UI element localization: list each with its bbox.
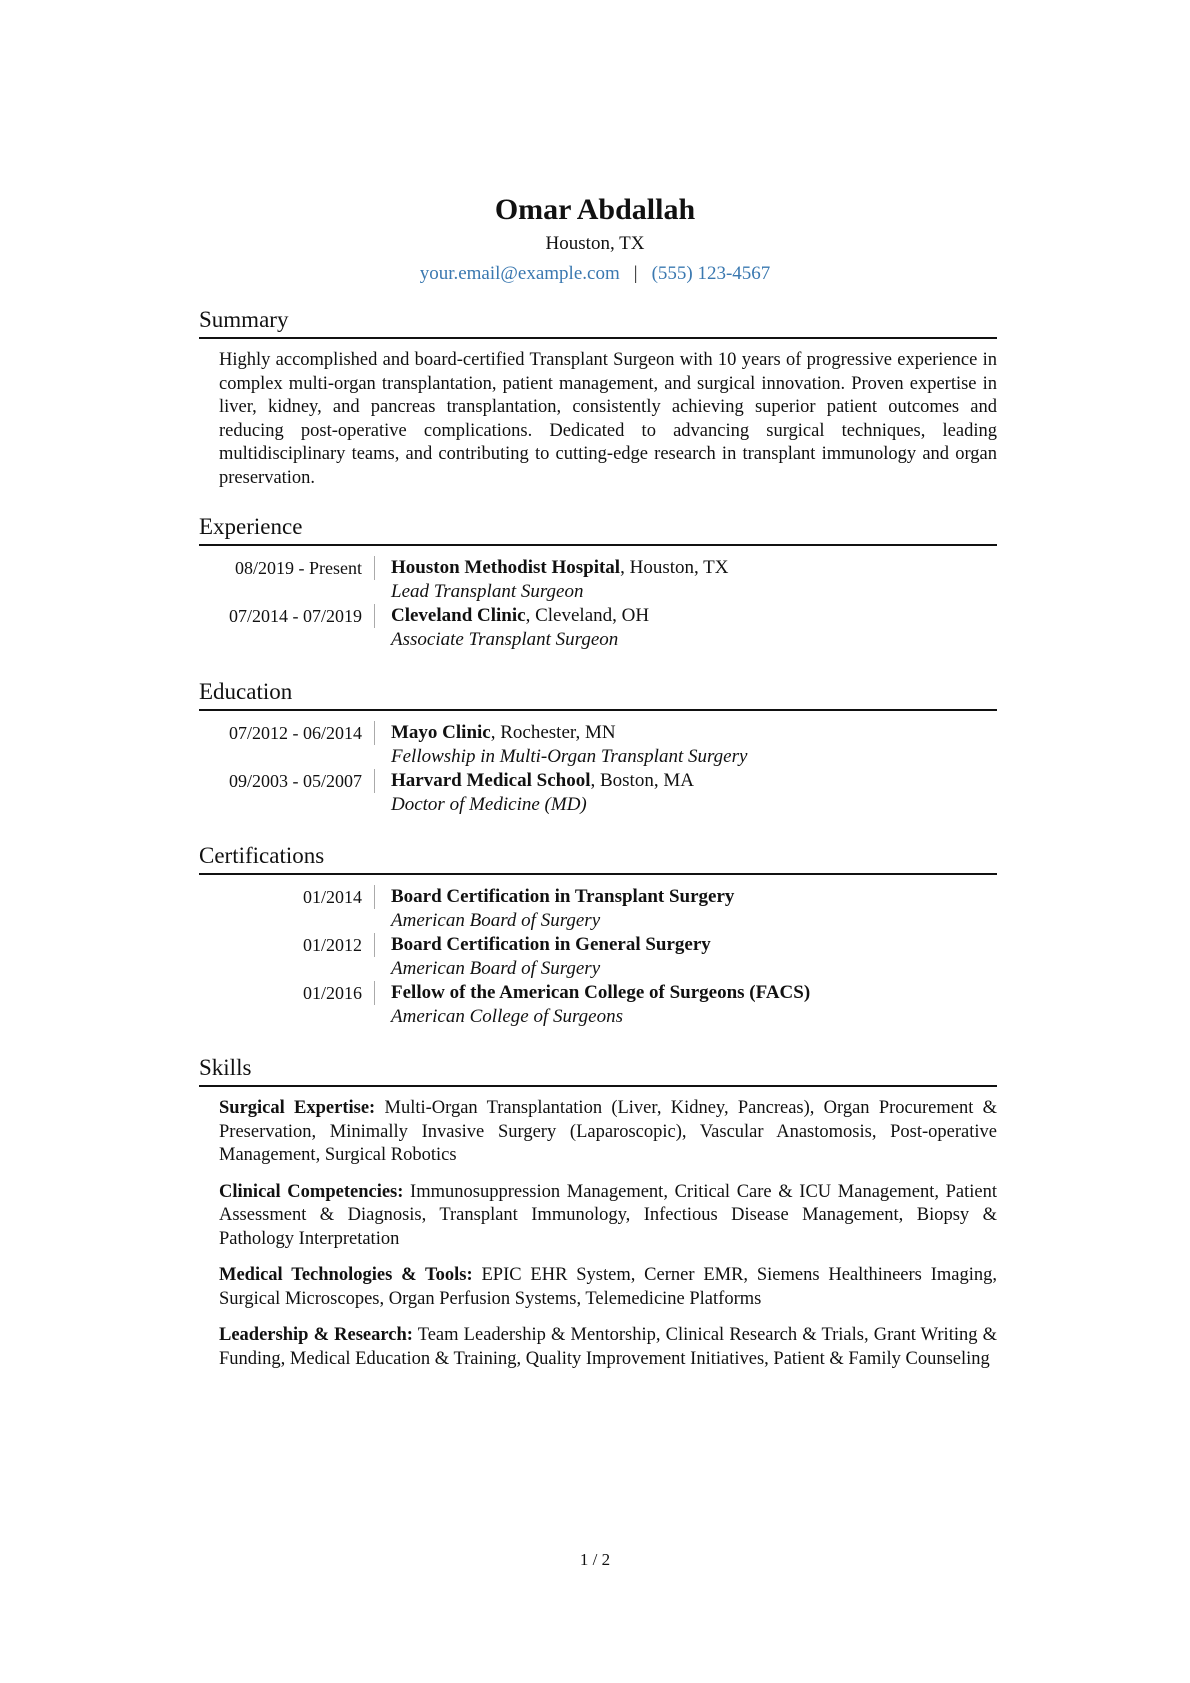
certification-issuer: American College of Surgeons: [391, 1006, 624, 1027]
skills-section: [199, 1054, 997, 1384]
entry-date: 07/2012 - 06/2014: [199, 721, 375, 745]
skill-category: Surgical Expertise:: [219, 1098, 376, 1118]
experience-section: [199, 513, 997, 652]
entry-location: , Cleveland, OH: [525, 605, 650, 626]
skill-group: [219, 1097, 997, 1168]
skill-category: Clinical Competencies:: [219, 1181, 404, 1202]
entry-role: Lead Transplant Surgeon: [391, 581, 584, 602]
skill-category: Leadership & Research:: [219, 1325, 413, 1345]
certification-issuer: American Board of Surgery: [391, 910, 601, 931]
entry-role: Doctor of Medicine (MD): [391, 794, 587, 815]
certification-name: Board Certification in Transplant Surgery: [391, 886, 735, 907]
skill-group: [219, 1324, 997, 1371]
entry-location: , Houston, TX: [620, 557, 729, 578]
skill-category: Medical Technologies & Tools:: [219, 1265, 473, 1285]
section-title-certifications: Certifications: [199, 842, 997, 875]
skill-list: Multi-Organ Transplantation (Liver, Kidney, Pancreas), Organ Procurement & Preservation, Minimally Invasive Surgery (Laparoscopic), Vascular Anastomosis, Post-operative Management, Surgical Robotics: [219, 1098, 998, 1165]
entry-organization: Mayo Clinic: [391, 722, 491, 743]
section-title-experience: Experience: [199, 513, 997, 546]
email-link[interactable]: your.email@example.com: [419, 263, 620, 284]
resume-header: [0, 190, 1190, 288]
education-entry: [199, 721, 997, 769]
summary-section: [199, 306, 997, 490]
entry-organization: Harvard Medical School: [391, 770, 591, 791]
page-number: 1 / 2: [579, 1550, 611, 1569]
certification-name: Fellow of the American College of Surgeons (FACS): [391, 982, 811, 1003]
entry-date: 01/2016: [199, 981, 375, 1005]
skill-list: Immunosuppression Management, Critical Care & ICU Management, Patient Assessment & Diagnosis, Transplant Immunology, Infectious Disease Management, Biopsy & Pathology Interpretation: [219, 1181, 998, 1249]
candidate-name: Omar Abdallah: [494, 193, 696, 226]
entry-date: 01/2012: [199, 933, 375, 957]
summary-text: Highly accomplished and board-certified Transplant Surgeon with 10 years of progressive experience in complex multi-organ transplantation, patient management, and surgical innovation. Proven expertise in liver, kidney, and pancreas transplantation, consistently achieving superior patient outcomes and reducing post-operative complications. Dedicated to advancing surgical techniques, leading multidisciplinary teams, and contributing to cutting-edge research in transplant immunology and organ preservation.: [219, 350, 997, 488]
skill-list: EPIC EHR System, Cerner EMR, Siemens Healthineers Imaging, Surgical Microscopes, Organ Perfusion Systems, Telemedicine Platforms: [219, 1265, 997, 1309]
entry-location: , Rochester, MN: [490, 722, 616, 743]
skill-group: [219, 1264, 997, 1311]
certifications-section: [199, 842, 997, 1029]
experience-entry: [199, 604, 997, 652]
certification-issuer: American Board of Surgery: [391, 958, 601, 979]
entry-date: 07/2014 - 07/2019: [199, 604, 375, 628]
contact-separator: |: [633, 263, 638, 284]
education-section: [199, 678, 997, 817]
certification-name: Board Certification in General Surgery: [391, 934, 711, 955]
section-title-summary: Summary: [199, 306, 997, 339]
entry-location: , Boston, MA: [590, 770, 694, 791]
certification-entry: [199, 933, 997, 981]
phone-link[interactable]: (555) 123-4567: [651, 263, 771, 284]
candidate-location: Houston, TX: [545, 233, 645, 254]
experience-entry: [199, 556, 997, 604]
section-title-education: Education: [199, 678, 997, 711]
education-entry: [199, 769, 997, 817]
section-title-skills: Skills: [199, 1054, 997, 1087]
skill-list: Team Leadership & Mentorship, Clinical Research & Trials, Grant Writing & Funding, Medical Education & Training, Quality Improvement Initiatives, Patient & Family Counseling: [219, 1325, 998, 1369]
entry-organization: Houston Methodist Hospital: [391, 557, 621, 578]
entry-date: 01/2014: [199, 885, 375, 909]
entry-organization: Cleveland Clinic: [391, 605, 526, 626]
certification-entry: [199, 885, 997, 933]
contact-line: [0, 260, 1190, 288]
entry-date: 08/2019 - Present: [199, 556, 375, 580]
entry-date: 09/2003 - 05/2007: [199, 769, 375, 793]
entry-role: Associate Transplant Surgeon: [391, 629, 619, 650]
certification-entry: [199, 981, 997, 1029]
entry-role: Fellowship in Multi-Organ Transplant Surgery: [391, 746, 748, 767]
skill-group: [219, 1181, 997, 1252]
